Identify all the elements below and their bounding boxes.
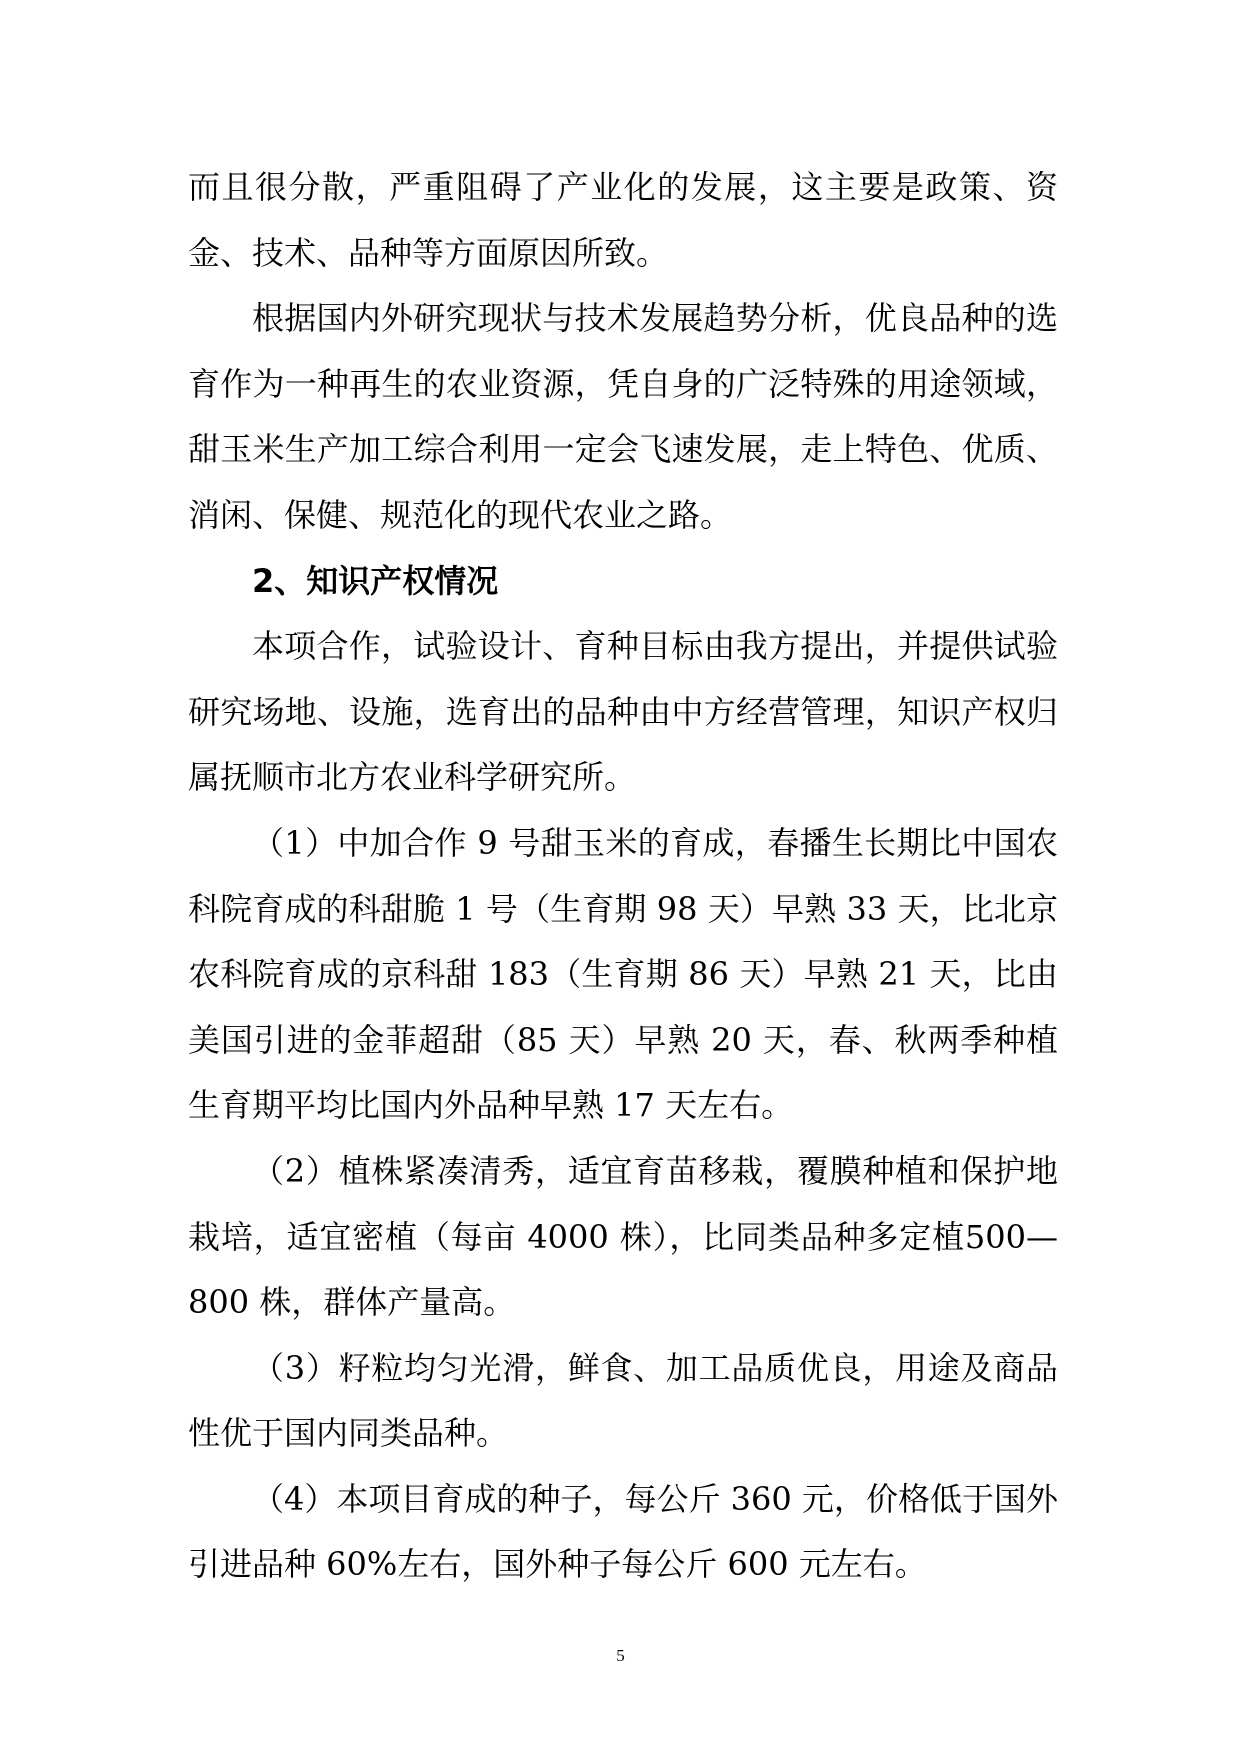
paragraph-item-3: （3）籽粒均匀光滑，鲜食、加工品质优良，用途及商品性优于国内同类品种。 <box>188 1348 1058 1453</box>
paragraph-continuation: 而且很分散，严重阻碍了产业化的发展，这主要是政策、资金、技术、品种等方面原因所致。 <box>188 168 1058 272</box>
paragraph-analysis: 根据国内外研究现状与技术发展趋势分析，优良品种的选育作为一种再生的农业资源，凭自身的广泛特殊的用途领域，甜玉米生产加工综合利用一定会飞速发展，走上特色、优质、消闲、保健、规范化的现代农业之路。 <box>188 299 1058 534</box>
paragraph-cooperation: 本项合作，试验设计、育种目标由我方提出，并提供试验研究场地、设施，选育出的品种由中方经营管理，知识产权归属抚顺市北方农业科学研究所。 <box>188 627 1058 797</box>
page-number: 5 <box>616 1646 625 1665</box>
body-text <box>188 155 1058 1598</box>
paragraph-item-1: （1）中加合作 9 号甜玉米的育成，春播生长期比中国农科院育成的科甜脆 1 号（生育期 98 天）早熟 33 天，比北京农科院育成的京科甜 183（生育期 86 天）早熟 21 天，比由美国引进的金菲超甜（85 天）早熟 20 天，春、秋两季种植生育期平均比国内外品种早熟 17 天左右。 <box>188 823 1058 1125</box>
paragraph-item-4: （4）本项目育成的种子，每公斤 360 元，价格低于国外引进品种 60%左右，国外种子每公斤 600 元左右。 <box>188 1479 1058 1584</box>
paragraph-item-2: （2）植株紧凑清秀，适宜育苗移栽，覆膜种植和保护地栽培，适宜密植（每亩 4000 株），比同类品种多定植500—800 株，群体产量高。 <box>188 1151 1058 1322</box>
section-heading-ip: 2、知识产权情况 <box>252 561 499 600</box>
